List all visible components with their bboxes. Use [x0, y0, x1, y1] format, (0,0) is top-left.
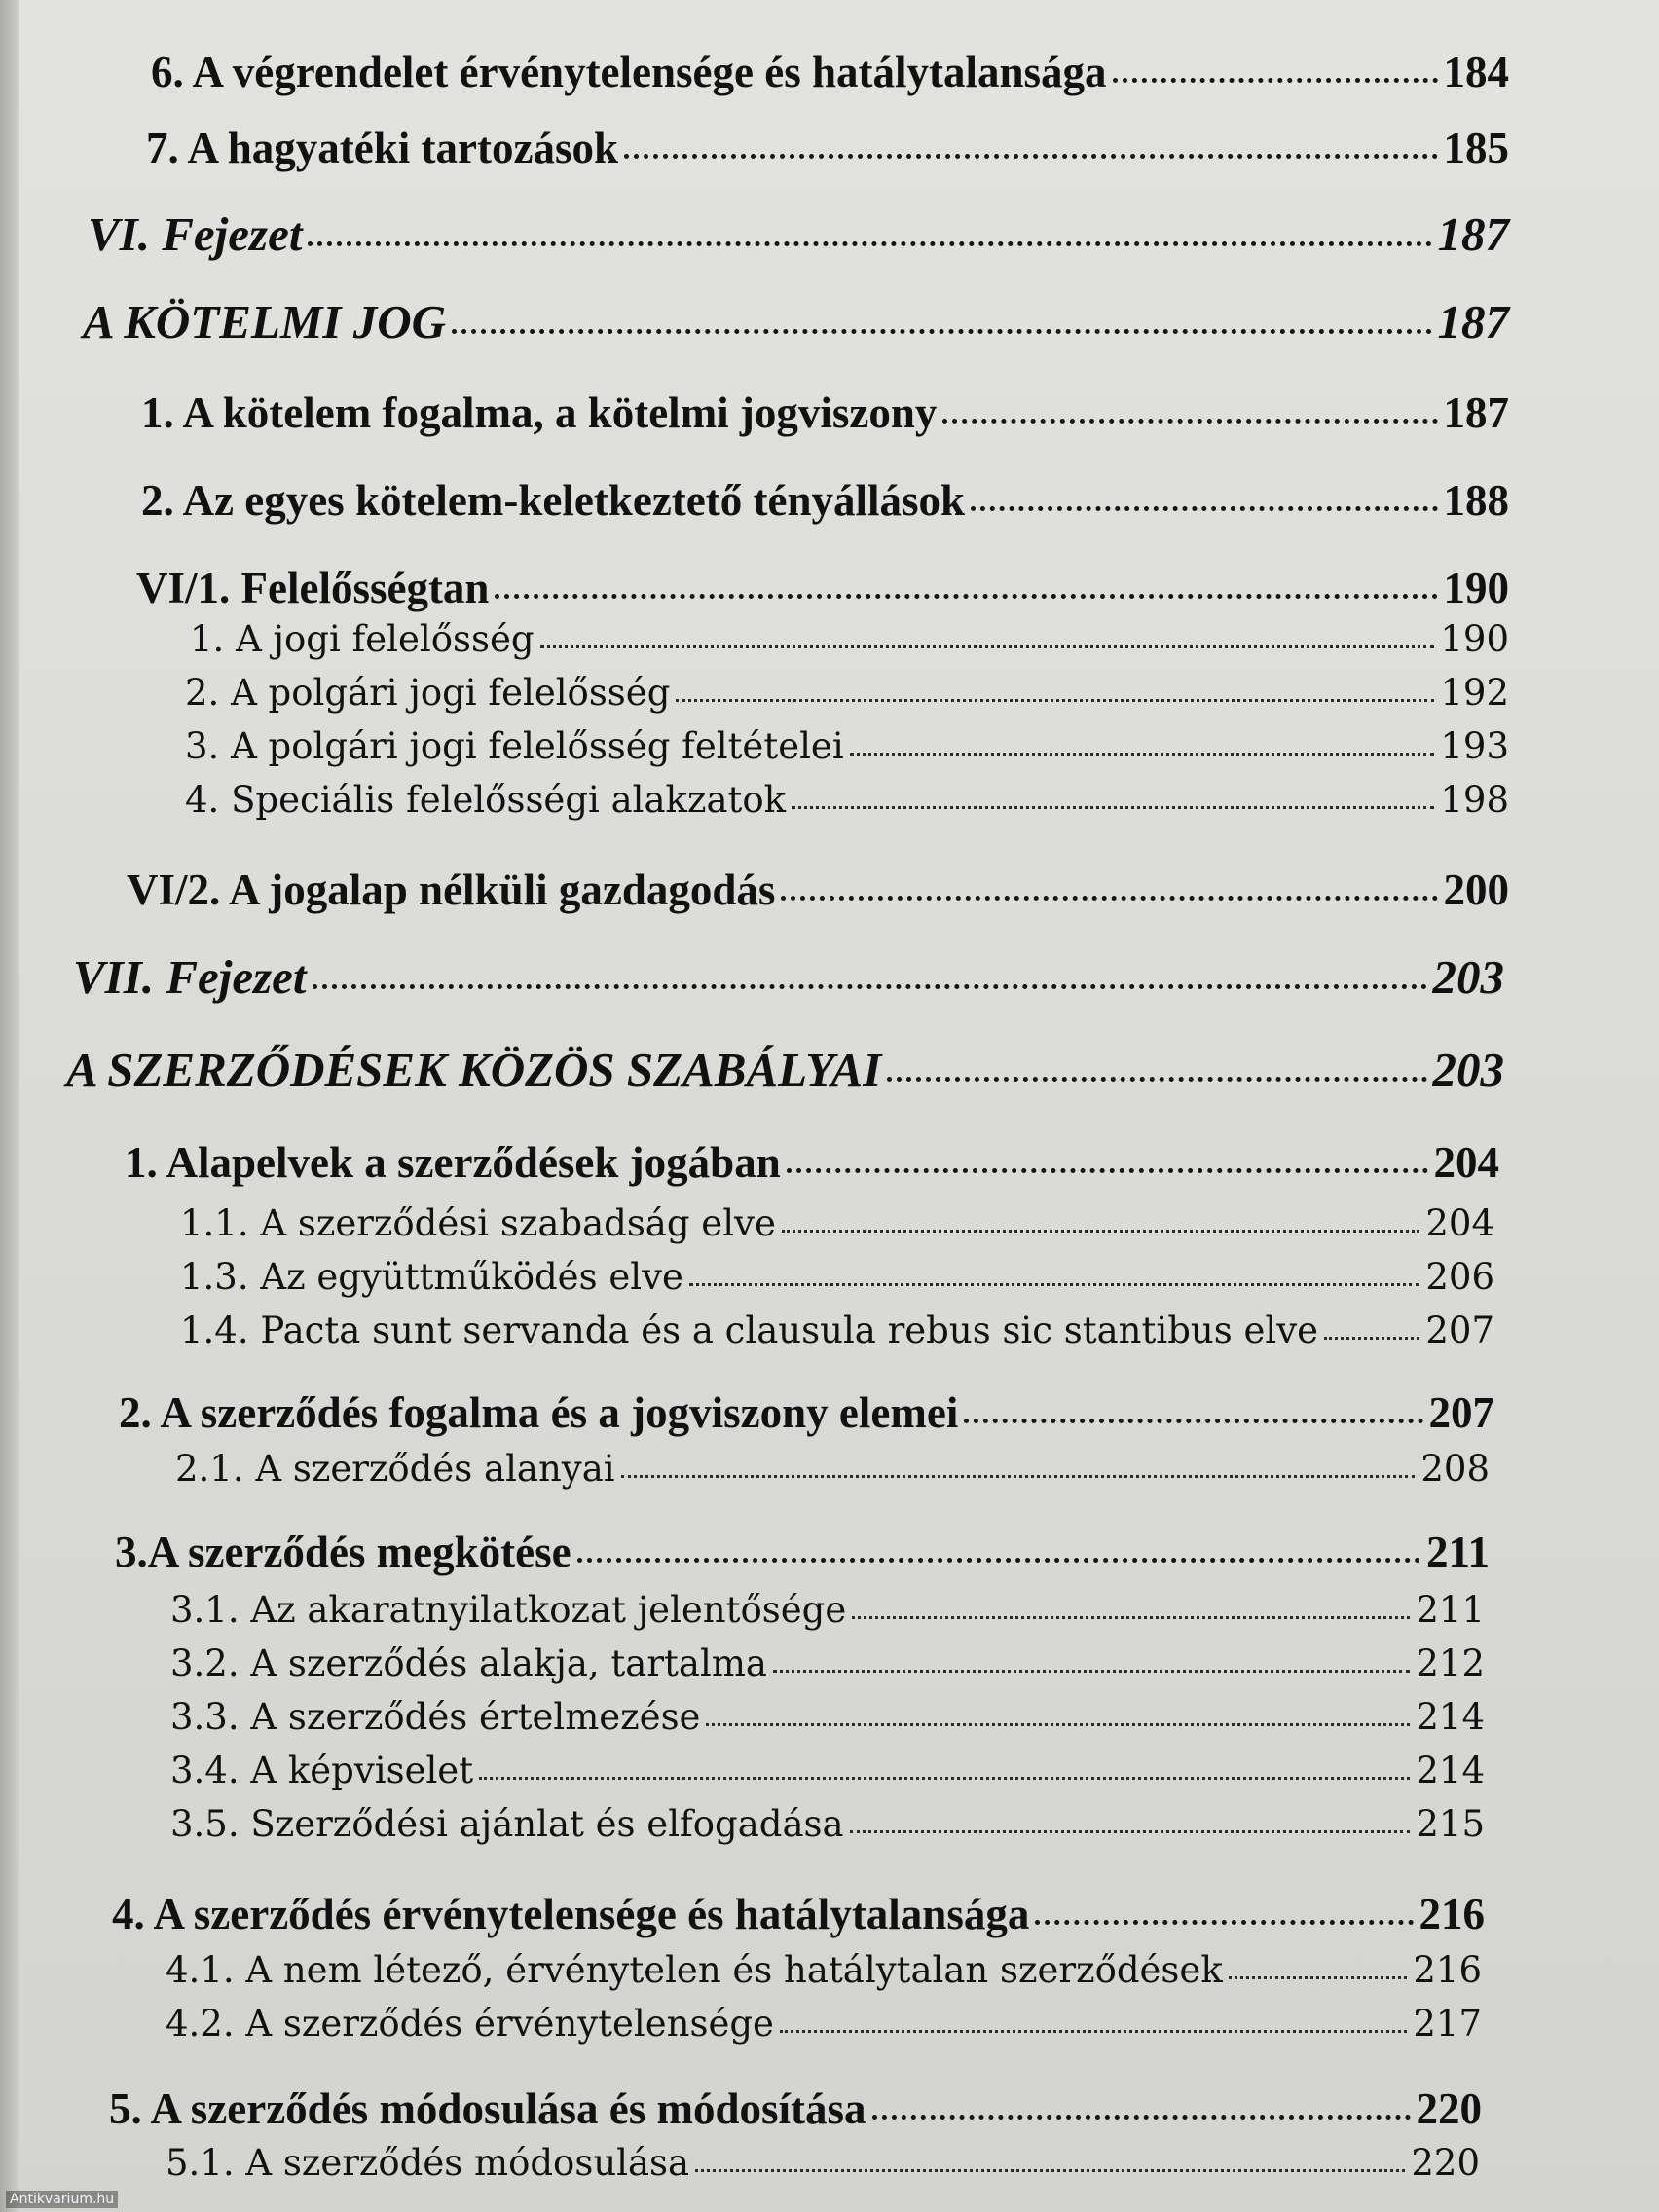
toc-entry-title: 4. Speciális felelősségi alakzatok — [185, 779, 787, 821]
dot-leader — [540, 645, 1435, 648]
dot-leader — [782, 1230, 1420, 1233]
toc-entry-page: 187 — [1443, 388, 1509, 437]
toc-entry-page: 220 — [1416, 2084, 1482, 2133]
dot-leader — [624, 154, 1437, 159]
toc-entry-title: 1.1. A szerződési szabadság elve — [180, 1202, 776, 1244]
toc-entry-page: 204 — [1425, 1202, 1494, 1244]
dot-leader — [621, 1475, 1416, 1478]
chapter-heading — [66, 1042, 1504, 1097]
dot-leader — [1229, 1976, 1408, 1979]
dot-leader — [577, 1558, 1420, 1563]
toc-entry-title: A KÖTELMI JOG — [83, 295, 447, 349]
toc-entry — [119, 1387, 1494, 1438]
toc-entry-title: 3.A szerződés megkötése — [115, 1528, 571, 1576]
toc-entry-page: 198 — [1440, 779, 1509, 821]
toc-subentry — [175, 1448, 1490, 1490]
toc-entry-title: 3.3. A szerződés értelmezése — [170, 1696, 701, 1738]
toc-entry — [146, 123, 1509, 173]
toc-subentry — [170, 1696, 1485, 1738]
dot-leader — [1113, 78, 1438, 83]
toc-entry-page: 203 — [1432, 950, 1504, 1004]
dot-leader — [313, 984, 1427, 989]
toc-entry-page: 190 — [1443, 564, 1509, 612]
dot-leader — [676, 699, 1434, 702]
toc-entry — [112, 1889, 1485, 1939]
dot-leader — [852, 1616, 1410, 1619]
toc-entry-title: VI/1. Felelősségtan — [136, 564, 490, 612]
toc-entry-page: 216 — [1419, 1890, 1485, 1938]
toc-subentry — [180, 1309, 1494, 1351]
dot-leader — [773, 1670, 1410, 1673]
toc-entry-title: 4. A szerződés érvénytelensége és hatálytalansága — [112, 1890, 1030, 1938]
toc-entry-page: 192 — [1440, 672, 1509, 714]
toc-entry — [136, 563, 1509, 613]
toc-entry-title: 1.3. Az együttműködés elve — [180, 1256, 683, 1298]
toc-entry-title: 2. Az egyes kötelem-keletkeztető tényállások — [141, 476, 966, 525]
page-edge-shadow — [0, 0, 19, 2212]
toc-entry-title: VII. Fejezet — [73, 950, 307, 1004]
toc-entry-title: 3. A polgári jogi felelősség feltételei — [185, 725, 844, 767]
toc-subentry — [170, 1589, 1485, 1631]
toc-entry-page: 214 — [1416, 1696, 1485, 1738]
toc-entry-title: 3.1. Az akaratnyilatkozat jelentősége — [170, 1589, 847, 1631]
toc-entry-page: 212 — [1416, 1642, 1485, 1684]
toc-entry — [141, 475, 1509, 526]
toc-subentry — [180, 1256, 1494, 1298]
toc-entry-title: A SZERZŐDÉSEK KÖZÖS SZABÁLYAI — [66, 1043, 882, 1096]
toc-entry-page: 188 — [1443, 476, 1509, 525]
toc-subentry — [170, 1803, 1485, 1845]
toc-entry-title: 5. A szerződés módosulása és módosítása — [109, 2084, 866, 2133]
toc-entry-page: 190 — [1440, 618, 1509, 660]
toc-entry-page: 217 — [1413, 2003, 1482, 2045]
dot-leader — [308, 241, 1431, 246]
toc-entry-page: 187 — [1437, 295, 1509, 349]
toc-entry-title: 3.2. A szerződés alakja, tartalma — [170, 1642, 767, 1684]
dot-leader — [780, 2030, 1407, 2033]
toc-entry-page: 220 — [1411, 2142, 1480, 2184]
dot-leader — [1035, 1920, 1413, 1925]
toc-entry-page: 211 — [1425, 1528, 1490, 1576]
toc-entry-page: 187 — [1437, 207, 1509, 261]
dot-leader — [695, 2169, 1405, 2172]
toc-entry-title: 2. A szerződés fogalma és a jogviszony elemei — [119, 1388, 959, 1437]
toc-entry — [151, 47, 1509, 97]
toc-entry-page: 207 — [1425, 1309, 1494, 1351]
toc-entry — [109, 2083, 1482, 2134]
toc-subentry — [166, 1949, 1482, 1991]
toc-entry-page: 216 — [1413, 1949, 1482, 1991]
dot-leader — [706, 1723, 1410, 1726]
toc-entry-title: 2.1. A szerződés alanyai — [175, 1448, 615, 1490]
toc-subentry — [190, 618, 1509, 660]
dot-leader — [964, 1419, 1422, 1423]
dot-leader — [689, 1283, 1420, 1286]
toc-entry — [125, 1137, 1499, 1188]
toc-entry-page: 215 — [1416, 1803, 1485, 1845]
dot-leader — [787, 1168, 1428, 1173]
toc-subentry — [185, 725, 1509, 767]
toc-entry-title: 5.1. A szerződés módosulása — [166, 2142, 690, 2184]
toc-entry-title: 4.2. A szerződés érvénytelensége — [166, 2003, 774, 2045]
toc-entry-title: VI/2. A jogalap nélküli gazdagodás — [127, 866, 776, 914]
toc-entry — [115, 1527, 1490, 1577]
chapter-heading — [73, 949, 1504, 1005]
chapter-heading — [83, 294, 1509, 350]
dot-leader — [781, 896, 1437, 901]
dot-leader — [850, 1830, 1411, 1833]
toc-entry-title: 6. A végrendelet érvénytelensége és hatálytalansága — [151, 48, 1107, 96]
toc-entry-title: 1. A jogi felelősség — [190, 618, 535, 660]
toc-subentry — [180, 1202, 1494, 1244]
watermark: Antikvarium.hu — [6, 2191, 118, 2208]
toc-entry-title: 1. A kötelem fogalma, a kötelmi jogviszony — [141, 388, 938, 437]
toc-entry-title: 7. A hagyatéki tartozások — [146, 124, 619, 172]
dot-leader — [479, 1777, 1410, 1780]
toc-subentry — [170, 1750, 1485, 1791]
chapter-heading — [88, 206, 1509, 262]
dot-leader — [792, 806, 1434, 809]
toc-subentry — [185, 779, 1509, 821]
dot-leader — [495, 594, 1437, 599]
toc-entry-page: 203 — [1432, 1043, 1504, 1096]
toc-entry-page: 207 — [1428, 1388, 1494, 1437]
toc-entry-title: 3.5. Szerződési ajánlat és elfogadása — [170, 1803, 844, 1845]
toc-entry-page: 184 — [1443, 48, 1509, 96]
toc-entry-title: 3.4. A képviselet — [170, 1750, 474, 1791]
toc-entry-page: 193 — [1440, 725, 1509, 767]
dot-leader — [942, 419, 1437, 424]
toc-entry-page: 208 — [1420, 1448, 1490, 1490]
dot-leader — [452, 329, 1431, 334]
dot-leader — [850, 753, 1435, 756]
toc-entry — [141, 387, 1509, 438]
toc-entry — [127, 865, 1509, 915]
toc-subentry — [166, 2003, 1482, 2045]
dot-leader — [1324, 1337, 1419, 1340]
toc-entry-title: 1.4. Pacta sunt servanda és a clausula rebus sic stantibus elve — [180, 1309, 1318, 1351]
toc-entry-title: 4.1. A nem létező, érvénytelen és hatálytalan szerződések — [166, 1949, 1223, 1991]
dot-leader — [872, 2115, 1411, 2120]
toc-subentry — [166, 2142, 1480, 2184]
toc-entry-page: 206 — [1425, 1256, 1494, 1298]
toc-entry-title: 2. A polgári jogi felelősség — [185, 672, 671, 714]
dot-leader — [887, 1077, 1426, 1082]
toc-entry-page: 185 — [1443, 124, 1509, 172]
toc-subentry — [185, 672, 1509, 714]
dot-leader — [971, 506, 1437, 511]
toc-entry-title: 1. Alapelvek a szerződések jogában — [125, 1138, 781, 1187]
toc-entry-page: 204 — [1433, 1138, 1499, 1187]
toc-entry-page: 211 — [1416, 1589, 1485, 1631]
toc-entry-page: 214 — [1416, 1750, 1485, 1791]
toc-entry-page: 200 — [1443, 866, 1509, 914]
toc-entry-title: VI. Fejezet — [88, 207, 303, 261]
toc-subentry — [170, 1642, 1485, 1684]
